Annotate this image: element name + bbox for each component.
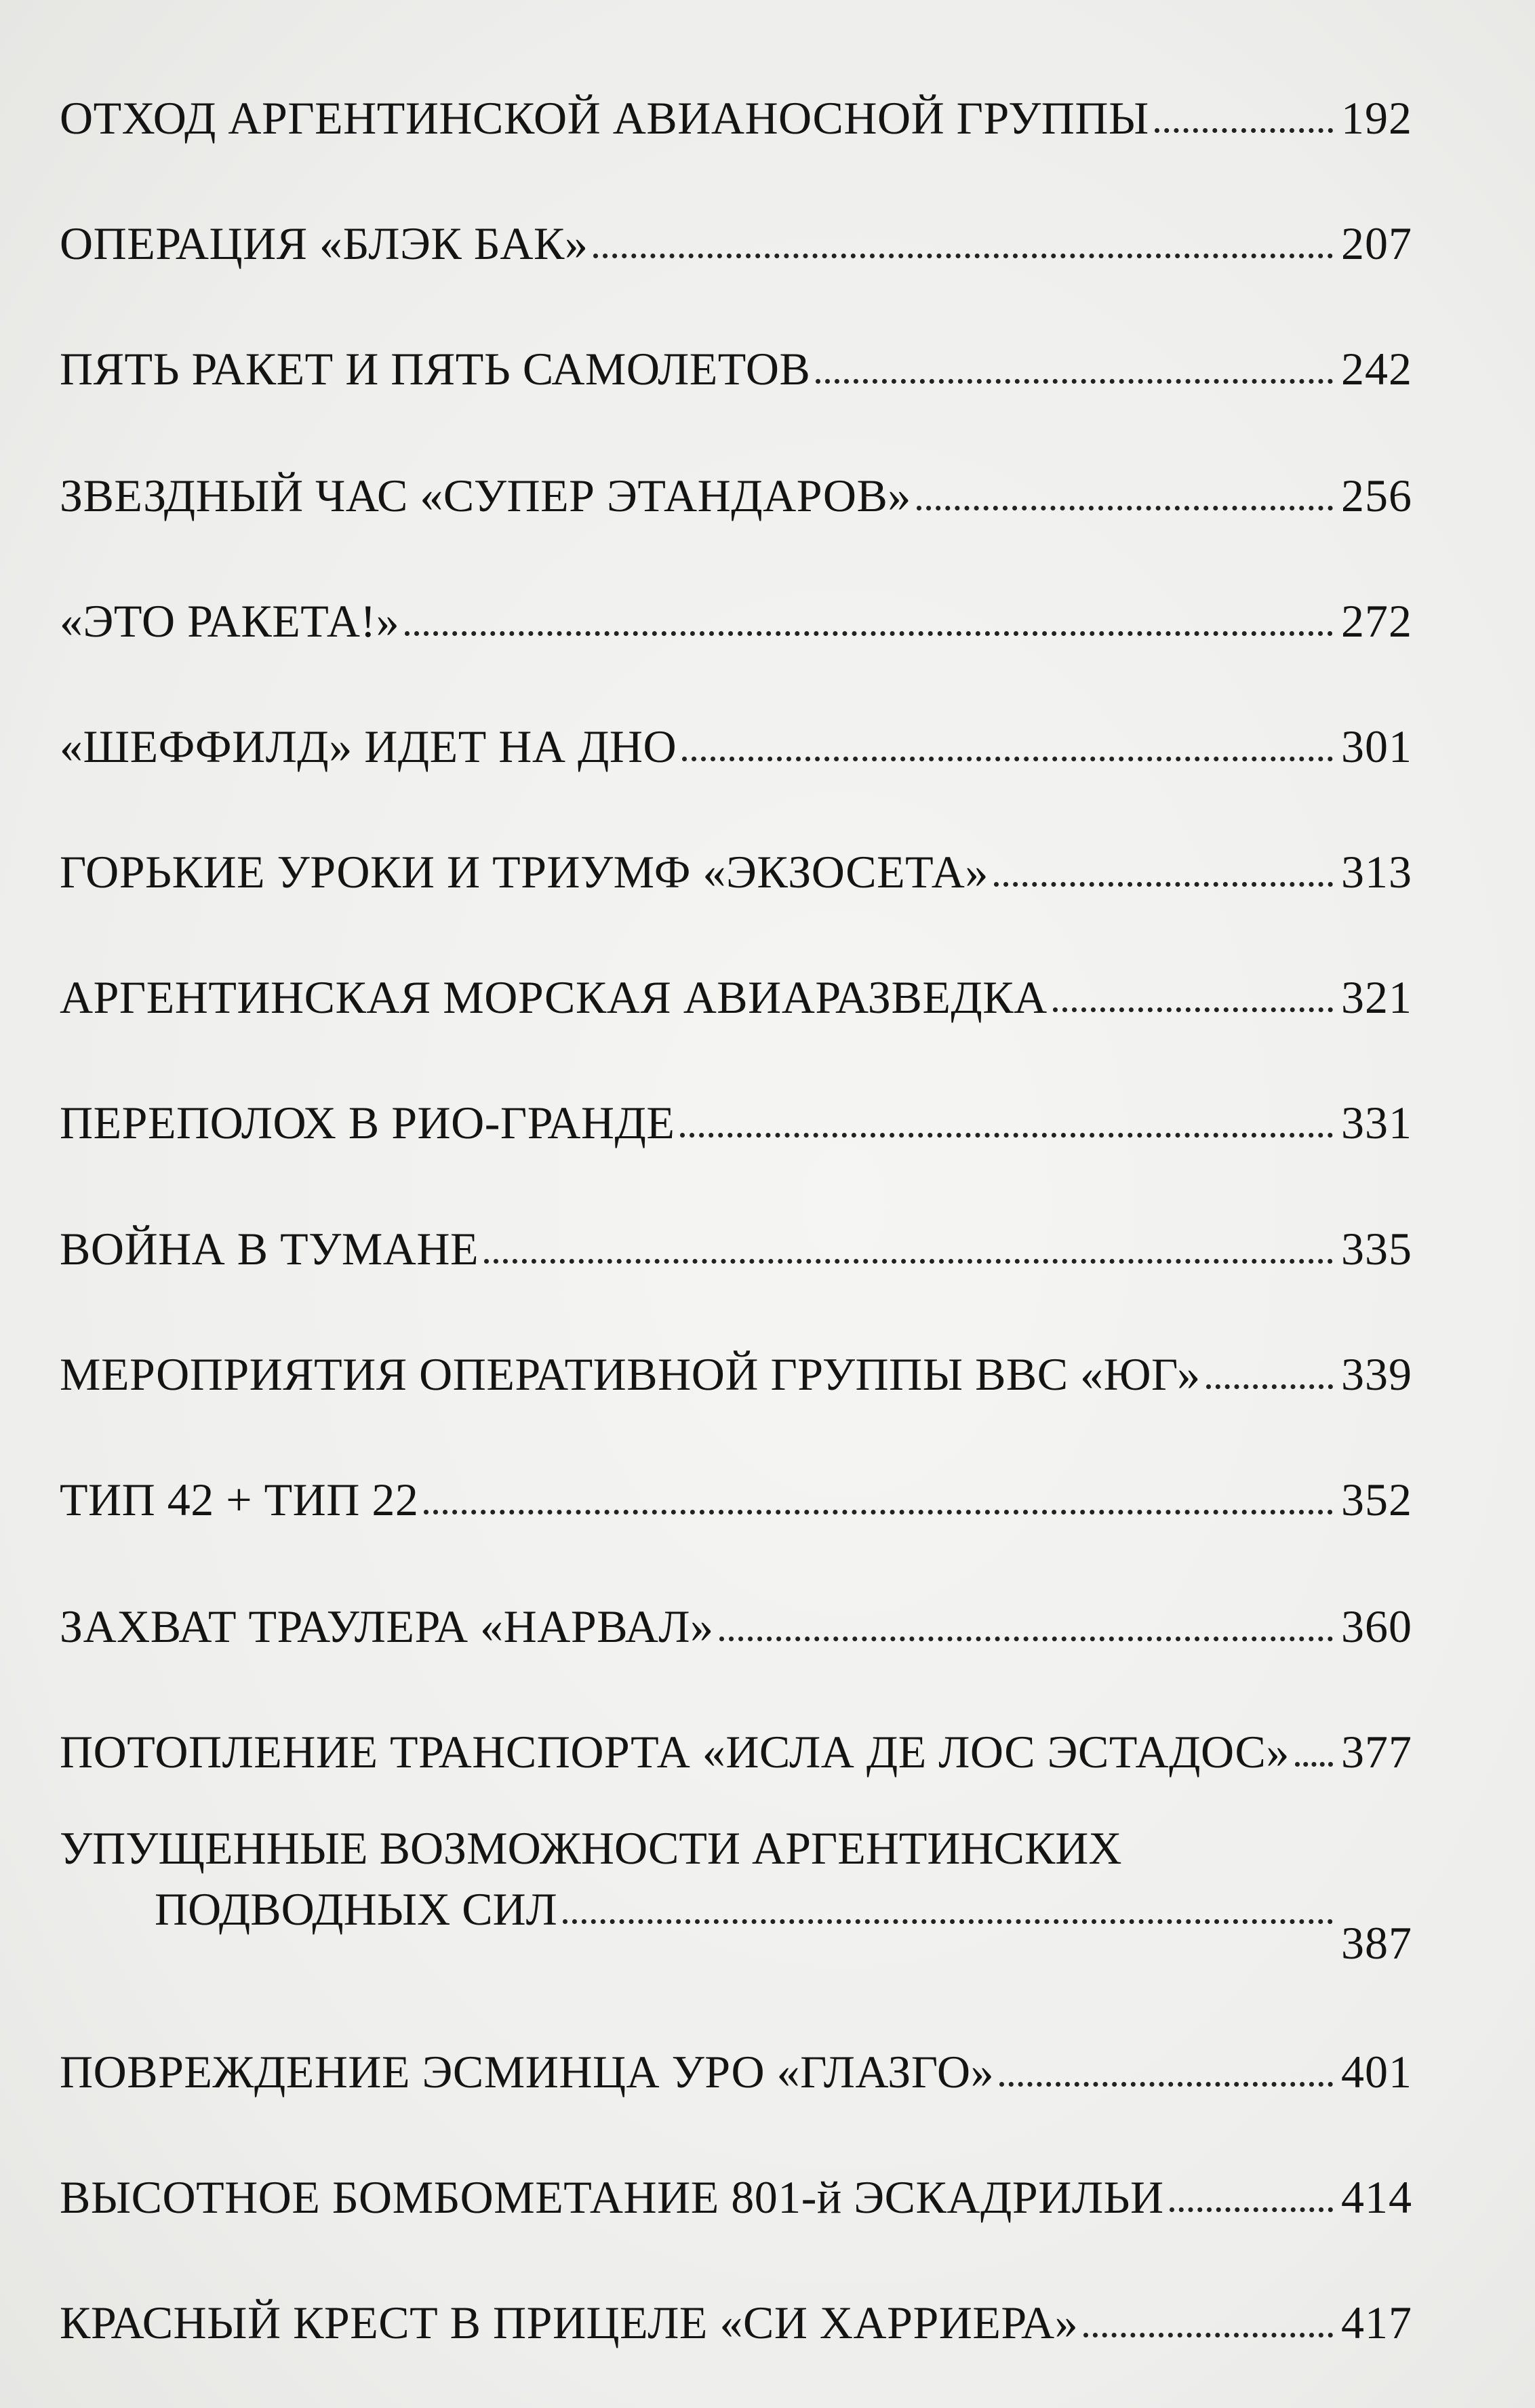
toc-page-number: 321 <box>1341 971 1412 1023</box>
toc-page-number: 301 <box>1341 721 1412 772</box>
toc-page-number: 352 <box>1341 1474 1412 1525</box>
toc-entry <box>60 702 1412 772</box>
toc-title: ПОВРЕЖДЕНИЕ ЭСМИНЦА УРО «ГЛАЗГО» <box>60 2046 995 2098</box>
toc-entry <box>60 952 1412 1023</box>
leader-dots <box>405 631 1333 636</box>
leader-dots <box>1295 1762 1333 1767</box>
leader-dots <box>816 379 1333 384</box>
toc-title: ПЕРЕПОЛОХ В РИО-ГРАНДЕ <box>60 1097 675 1148</box>
toc-entry <box>60 1455 1412 1523</box>
toc-page-number: 417 <box>1341 2297 1412 2348</box>
toc-title: АРГЕНТИНСКАЯ МОРСКАЯ АВИАРАЗВЕДКА <box>60 971 1048 1023</box>
toc-page-number: 272 <box>1341 595 1412 647</box>
toc-page-number: 360 <box>1341 1601 1412 1652</box>
toc-entry <box>60 1582 1412 1652</box>
toc-entry <box>60 827 1412 898</box>
toc-page-number: 339 <box>1341 1348 1412 1400</box>
toc-page-number: 256 <box>1341 470 1412 521</box>
toc-title: ТИП 42 + ТИП 22 <box>60 1474 419 1525</box>
toc-title: ОПЕРАЦИЯ «БЛЭК БАК» <box>60 218 589 269</box>
toc-title: МЕРОПРИЯТИЯ ОПЕРАТИВНОЙ ГРУППЫ ВВС «ЮГ» <box>60 1348 1201 1400</box>
leader-dots <box>682 757 1333 761</box>
toc-page-number: 377 <box>1341 1726 1412 1778</box>
toc-title-line1: УПУЩЕННЫЕ ВОЗМОЖНОСТИ АРГЕНТИНСКИХ <box>60 1822 1122 1874</box>
toc-entry <box>60 73 1412 144</box>
toc-title: «ШЕФФИЛД» ИДЕТ НА ДНО <box>60 721 677 772</box>
toc-entry <box>60 324 1412 395</box>
toc-page-number: 387 <box>1341 1917 1412 1969</box>
toc-entry <box>60 2027 1412 2098</box>
leader-dots <box>1155 128 1333 133</box>
toc-title: ПОТОПЛЕНИЕ ТРАНСПОРТА «ИСЛА ДЕ ЛОС ЭСТАДОС» <box>60 1726 1290 1778</box>
leader-dots <box>1206 1384 1333 1389</box>
leader-dots <box>719 1637 1334 1641</box>
toc-title: ПЯТЬ РАКЕТ И ПЯТЬ САМОЛЕТОВ <box>60 343 811 395</box>
toc-entry <box>60 2152 1412 2223</box>
leader-dots <box>1053 1007 1333 1012</box>
toc-entry-two-line <box>60 1822 1412 1969</box>
toc-page-number: 331 <box>1341 1097 1412 1148</box>
leader-dots <box>563 1919 1333 1924</box>
leader-dots <box>994 882 1333 887</box>
toc-title: ЗВЕЗДНЫЙ ЧАС «СУПЕР ЭТАНДАРОВ» <box>60 470 911 521</box>
leader-dots <box>999 2082 1333 2087</box>
leader-dots <box>1170 2207 1333 2212</box>
leader-dots <box>593 254 1333 258</box>
toc-entry <box>60 1329 1412 1400</box>
toc-entry <box>60 199 1412 269</box>
toc-entry <box>60 1204 1412 1275</box>
toc-entry <box>60 1078 1412 1146</box>
toc-title: ОТХОД АРГЕНТИНСКОЙ АВИАНОСНОЙ ГРУППЫ <box>60 92 1149 144</box>
leader-dots <box>424 1510 1333 1514</box>
toc-title: ВОЙНА В ТУМАНЕ <box>60 1223 479 1275</box>
toc-title: КРАСНЫЙ КРЕСТ В ПРИЦЕЛЕ «СИ ХАРРИЕРА» <box>60 2297 1079 2348</box>
toc-title: ЗАХВАТ ТРАУЛЕРА «НАРВАЛ» <box>60 1601 714 1652</box>
toc-entry <box>60 576 1412 647</box>
toc-entry <box>60 451 1412 519</box>
toc-title-line2: ПОДВОДНЫХ СИЛ <box>155 1883 557 1935</box>
toc-entry <box>60 2278 1412 2346</box>
toc-title: ГОРЬКИЕ УРОКИ И ТРИУМФ «ЭКЗОСЕТА» <box>60 846 989 898</box>
toc-page-number: 335 <box>1341 1223 1412 1275</box>
toc-page-number: 414 <box>1341 2171 1412 2223</box>
leader-dots <box>484 1259 1333 1264</box>
toc-page-number: 242 <box>1341 343 1412 395</box>
leader-dots <box>917 506 1333 510</box>
leader-dots <box>680 1133 1333 1138</box>
toc-page-number: 207 <box>1341 218 1412 269</box>
toc-page-number: 192 <box>1341 92 1412 144</box>
toc-title: ВЫСОТНОЕ БОМБОМЕТАНИЕ 801-й ЭСКАДРИЛЬИ <box>60 2171 1164 2223</box>
toc-page-number: 313 <box>1341 846 1412 898</box>
toc-entry <box>60 1707 1412 1778</box>
toc-page-number: 401 <box>1341 2046 1412 2098</box>
toc-title: «ЭТО РАКЕТА!» <box>60 595 400 647</box>
leader-dots <box>1083 2333 1333 2337</box>
